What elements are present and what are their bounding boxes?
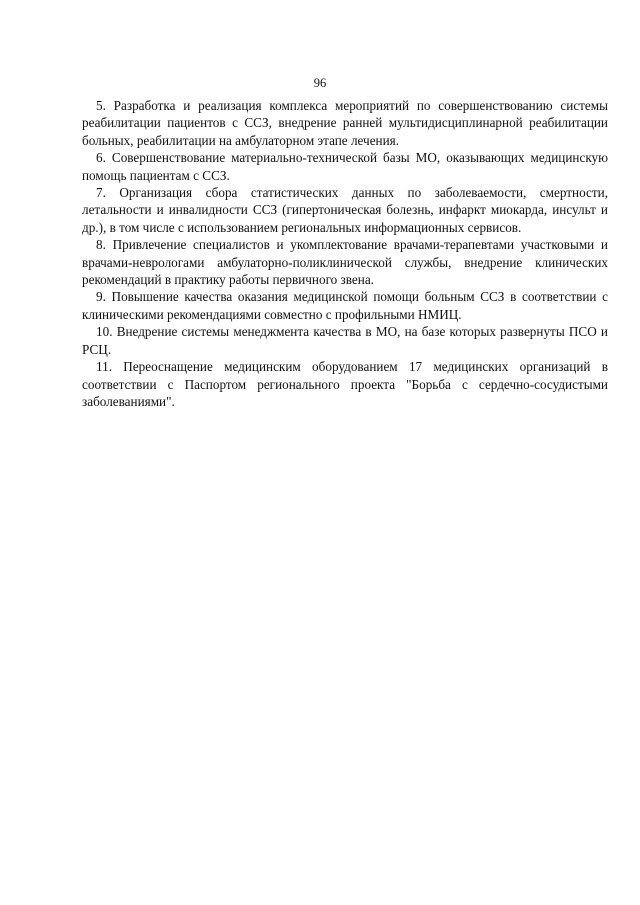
- paragraph-item-5: 5. Разработка и реализация комплекса мероприятий по совершенствованию системы реабилитации пациентов с ССЗ, внедрение ранней мультидисциплинарной реабилитации больных, реабилитации на амбулаторном этапе лечения.: [82, 98, 608, 148]
- paragraph-item-9: 9. Повышение качества оказания медицинской помощи больным ССЗ в соответствии с клиническими рекомендациями совместно с профильными НМИЦ.: [82, 289, 608, 322]
- paragraph-item-10: 10. Внедрение системы менеджмента качества в МО, на базе которых развернуты ПСО и РСЦ.: [82, 324, 608, 357]
- paragraph-item-6: 6. Совершенствование материально-технической базы МО, оказывающих медицинскую помощь пациентам с ССЗ.: [82, 150, 608, 183]
- paragraph-item-7: 7. Организация сбора статистических данных по заболеваемости, смертности, летальности и инвалидности ССЗ (гипертоническая болезнь, инфаркт миокарда, инсульт и др.), в том числе с использованием региональных информационных сервисов.: [82, 185, 608, 235]
- paragraph-item-11: 11. Переоснащение медицинским оборудованием 17 медицинских организаций в соответствии с Паспортом регионального проекта "Борьба с сердечно-сосудистыми заболеваниями".: [82, 359, 608, 409]
- page-number: 96: [313, 76, 327, 90]
- document-body: [82, 97, 608, 410]
- paragraph-item-8: 8. Привлечение специалистов и укомплектование врачами-терапевтами участковыми и врачами-неврологами амбулаторно-поликлинической службы, внедрение клинических рекомендаций в практику работы первичного звена.: [82, 237, 608, 288]
